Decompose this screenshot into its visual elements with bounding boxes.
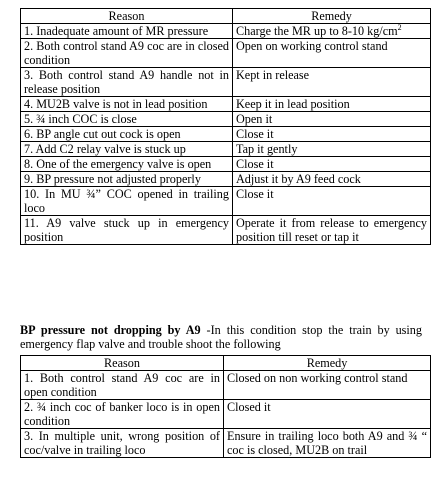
remedy-cell: Open it: [233, 112, 431, 127]
remedy-cell: Close it: [233, 127, 431, 142]
reason-cell: 2. ¾ inch coc of banker loco is in open condition: [21, 400, 224, 429]
table-row: [21, 371, 431, 400]
table-row: [21, 216, 431, 245]
header-reason: Reason: [21, 9, 233, 24]
remedy-text: Charge the MR up to 8-10 kg/cm: [236, 24, 398, 38]
reason-cell: 11. A9 valve stuck up in emergency position: [21, 216, 233, 245]
reason-cell: 7. Add C2 relay valve is stuck up: [21, 142, 233, 157]
table-row: [21, 429, 431, 458]
reason-cell: 2. Both control stand A9 coc are in closed condition: [21, 39, 233, 68]
reason-cell: 1. Both control stand A9 coc are in open condition: [21, 371, 224, 400]
section-heading: BP pressure not dropping by A9: [20, 323, 201, 337]
remedy-cell: Closed it: [224, 400, 431, 429]
table-row: [21, 112, 431, 127]
remedy-cell: Operate it from release to emergency position till reset or tap it: [233, 216, 431, 245]
reason-cell: 3. Both control stand A9 handle not in release position: [21, 68, 233, 97]
header-reason: Reason: [21, 356, 224, 371]
reason-cell: 6. BP angle cut out cock is open: [21, 127, 233, 142]
remedy-cell: Adjust it by A9 feed cock: [233, 172, 431, 187]
table-row: [21, 157, 431, 172]
table-row: [21, 187, 431, 216]
table-row: [21, 172, 431, 187]
remedy-cell: Kept in release: [233, 68, 431, 97]
remedy-cell: Close it: [233, 157, 431, 172]
table-header-row: [21, 356, 431, 371]
troubleshoot-table-2: [20, 355, 431, 458]
remedy-cell: Ensure in trailing loco both A9 and ¾ “ coc is closed, MU2B on trail: [224, 429, 431, 458]
header-remedy: Remedy: [224, 356, 431, 371]
table-row: [21, 400, 431, 429]
table-row: [21, 68, 431, 97]
reason-cell: 9. BP pressure not adjusted properly: [21, 172, 233, 187]
table-row: [21, 142, 431, 157]
table-header-row: [21, 9, 431, 24]
remedy-cell: Tap it gently: [233, 142, 431, 157]
reason-cell: 10. In MU ¾” COC opened in trailing loco: [21, 187, 233, 216]
reason-cell: 4. MU2B valve is not in lead position: [21, 97, 233, 112]
section-text: -In this condition stop the train by using emergency flap valve and trouble shoot the following: [20, 323, 422, 351]
remedy-cell: [233, 24, 431, 39]
remedy-cell: Closed on non working control stand: [224, 371, 431, 400]
troubleshoot-table-1: [20, 8, 431, 245]
remedy-cell: Open on working control stand: [233, 39, 431, 68]
reason-cell: 1. Inadequate amount of MR pressure: [21, 24, 233, 39]
section-paragraph: [20, 323, 422, 351]
table-row: [21, 97, 431, 112]
remedy-cell: Close it: [233, 187, 431, 216]
header-remedy: Remedy: [233, 9, 431, 24]
reason-cell: 3. In multiple unit, wrong position of coc/valve in trailing loco: [21, 429, 224, 458]
reason-cell: 5. ¾ inch COC is close: [21, 112, 233, 127]
table-row: [21, 39, 431, 68]
table-row: [21, 24, 431, 39]
reason-cell: 8. One of the emergency valve is open: [21, 157, 233, 172]
table-row: [21, 127, 431, 142]
superscript: 2: [397, 22, 402, 32]
remedy-cell: Keep it in lead position: [233, 97, 431, 112]
